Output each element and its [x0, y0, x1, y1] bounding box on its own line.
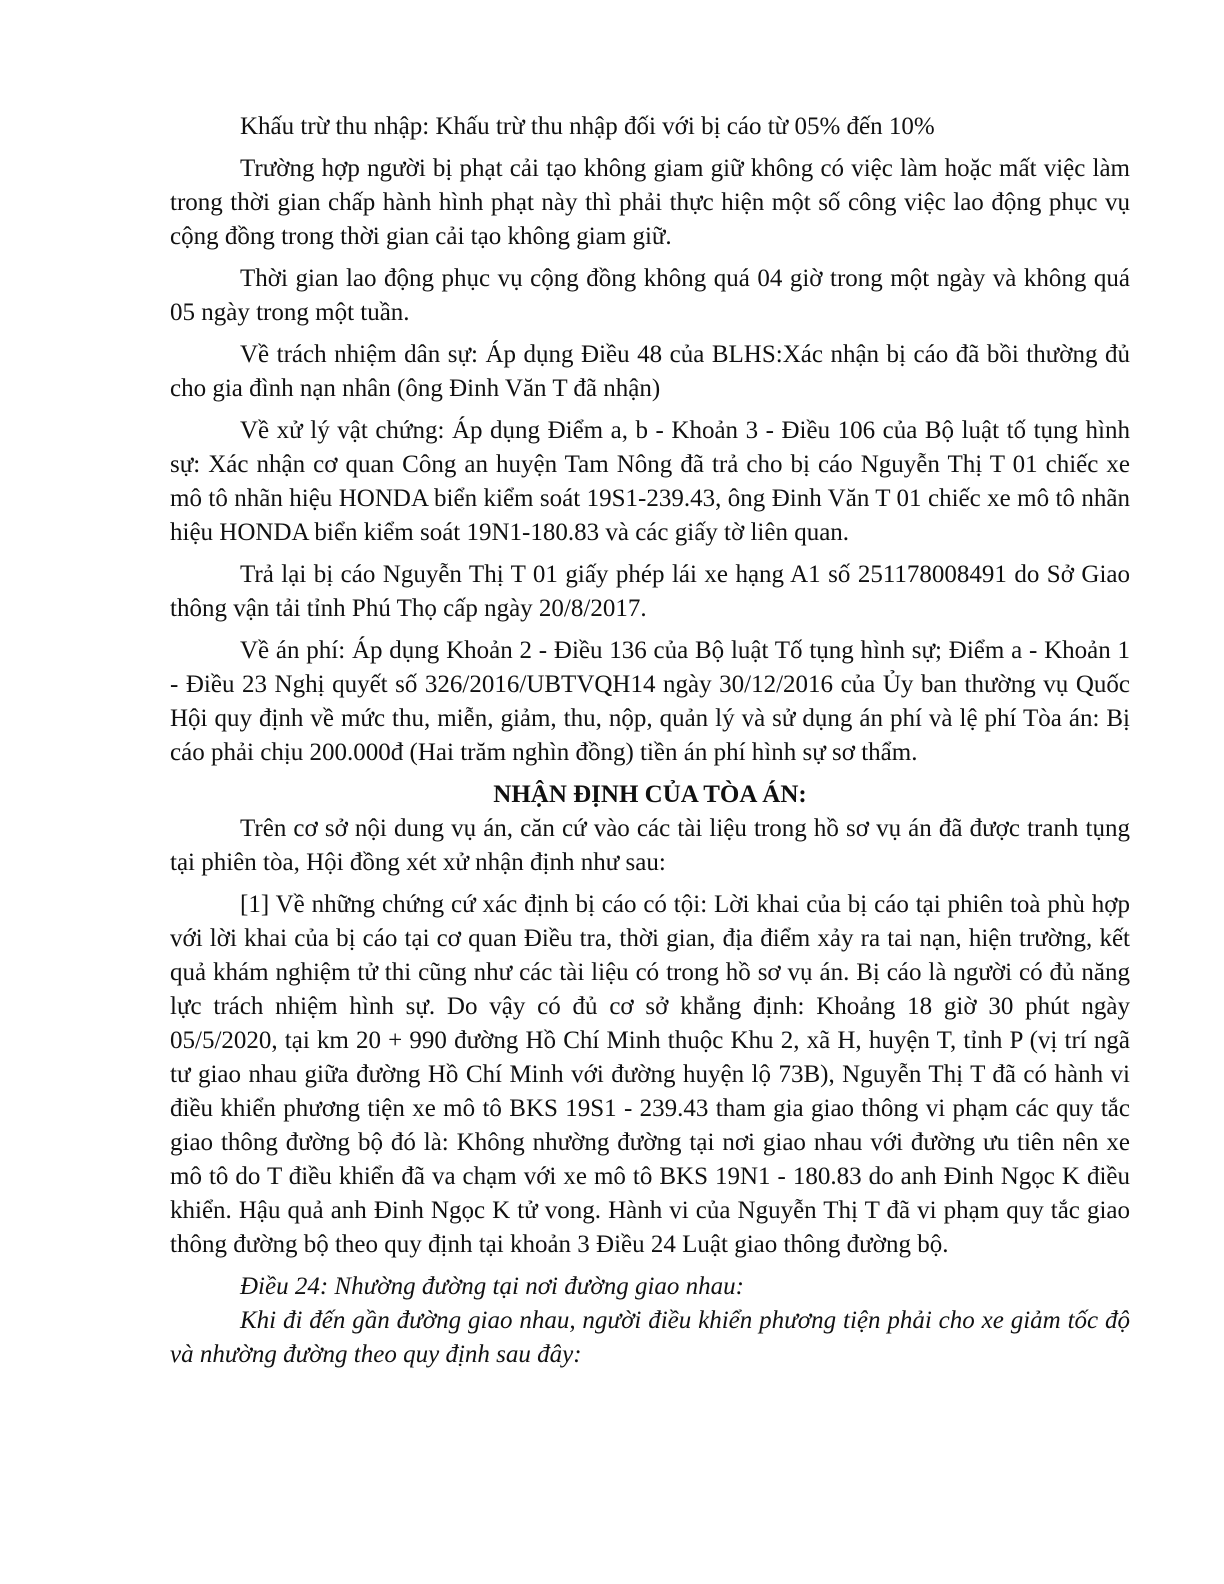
paragraph-civil-liability: Về trách nhiệm dân sự: Áp dụng Điều 48 của BLHS:Xác nhận bị cáo đã bồi thường đủ cho gia đình nạn nhân (ông Đinh Văn T đã nhận): [170, 341, 1130, 402]
paragraph-license-return: Trả lại bị cáo Nguyễn Thị T 01 giấy phép lái xe hạng A1 số 251178008491 do Sở Giao thông vận tải tỉnh Phú Thọ cấp ngày 20/8/2017.: [170, 561, 1130, 622]
paragraph-income-deduction: Khấu trừ thu nhập: Khấu trừ thu nhập đối với bị cáo từ 05% đến 10%: [240, 113, 935, 140]
paragraph-article-text: Khi đi đến gần đường giao nhau, người điều khiển phương tiện phải cho xe giảm tốc độ và nhường đường theo quy định sau đây:: [170, 1307, 1130, 1368]
paragraph-evidence-handling: Về xử lý vật chứng: Áp dụng Điểm a, b - Khoản 3 - Điều 106 của Bộ luật tố tụng hình sự: Xác nhận cơ quan Công an huyện Tam Nông đã trả cho bị cáo Nguyễn Thị T 01 chiếc xe mô tô nhãn hiệu HONDA biển kiểm soát 19S1-239.43, ông Đinh Văn T 01 chiếc xe mô tô nhãn hiệu HONDA biển kiểm soát 19N1-180.83 và các giấy tờ liên quan.: [170, 417, 1130, 546]
paragraph-court-basis: Trên cơ sở nội dung vụ án, căn cứ vào các tài liệu trong hồ sơ vụ án đã được tranh tụng tại phiên tòa, Hội đồng xét xử nhận định như sau:: [170, 815, 1130, 876]
section-heading: NHẬN ĐỊNH CỦA TÒA ÁN:: [493, 781, 807, 808]
paragraph-article-title: Điều 24: Nhường đường tại nơi đường giao nhau:: [240, 1273, 744, 1300]
document-page: [170, 110, 1130, 1372]
paragraph-court-fee: Về án phí: Áp dụng Khoản 2 - Điều 136 của Bộ luật Tố tụng hình sự; Điểm a - Khoản 1 - Điều 23 Nghị quyết số 326/2016/UBTVQH14 ngày 30/12/2016 của Ủy ban thường vụ Quốc Hội quy định về mức thu, miễn, giảm, thu, nộp, quản lý và sử dụng án phí và lệ phí Tòa án: Bị cáo phải chịu 200.000đ (Hai trăm nghìn đồng) tiền án phí hình sự sơ thẩm.: [170, 637, 1130, 766]
paragraph-community-work: Trường hợp người bị phạt cải tạo không giam giữ không có việc làm hoặc mất việc làm trong thời gian chấp hành hình phạt này thì phải thực hiện một số công việc lao động phục vụ cộng đồng trong thời gian cải tạo không giam giữ.: [170, 155, 1130, 250]
paragraph-work-hours: Thời gian lao động phục vụ cộng đồng không quá 04 giờ trong một ngày và không quá 05 ngày trong một tuần.: [170, 265, 1130, 326]
paragraph-evidence-finding: [1] Về những chứng cứ xác định bị cáo có tội: Lời khai của bị cáo tại phiên toà phù hợp với lời khai của bị cáo tại cơ quan Điều tra, thời gian, địa điểm xảy ra tai nạn, hiện trường, kết quả khám nghiệm tử thi cũng như các tài liệu có trong hồ sơ vụ án. Bị cáo là người có đủ năng lực trách nhiệm hình sự. Do vậy có đủ cơ sở khẳng định: Khoảng 18 giờ 30 phút ngày 05/5/2020, tại km 20 + 990 đường Hồ Chí Minh thuộc Khu 2, xã H, huyện T, tỉnh P (vị trí ngã tư giao nhau giữa đường Hồ Chí Minh với đường huyện lộ 73B), Nguyễn Thị T đã có hành vi điều khiển phương tiện xe mô tô BKS 19S1 - 239.43 tham gia giao thông vi phạm các quy tắc giao thông đường bộ đó là: Không nhường đường tại nơi giao nhau với đường ưu tiên nên xe mô tô do T điều khiển đã va chạm với xe mô tô BKS 19N1 - 180.83 do anh Đinh Ngọc K điều khiển. Hậu quả anh Đinh Ngọc K tử vong. Hành vi của Nguyễn Thị T đã vi phạm quy tắc giao thông đường bộ theo quy định tại khoản 3 Điều 24 Luật giao thông đường bộ.: [170, 891, 1130, 1258]
